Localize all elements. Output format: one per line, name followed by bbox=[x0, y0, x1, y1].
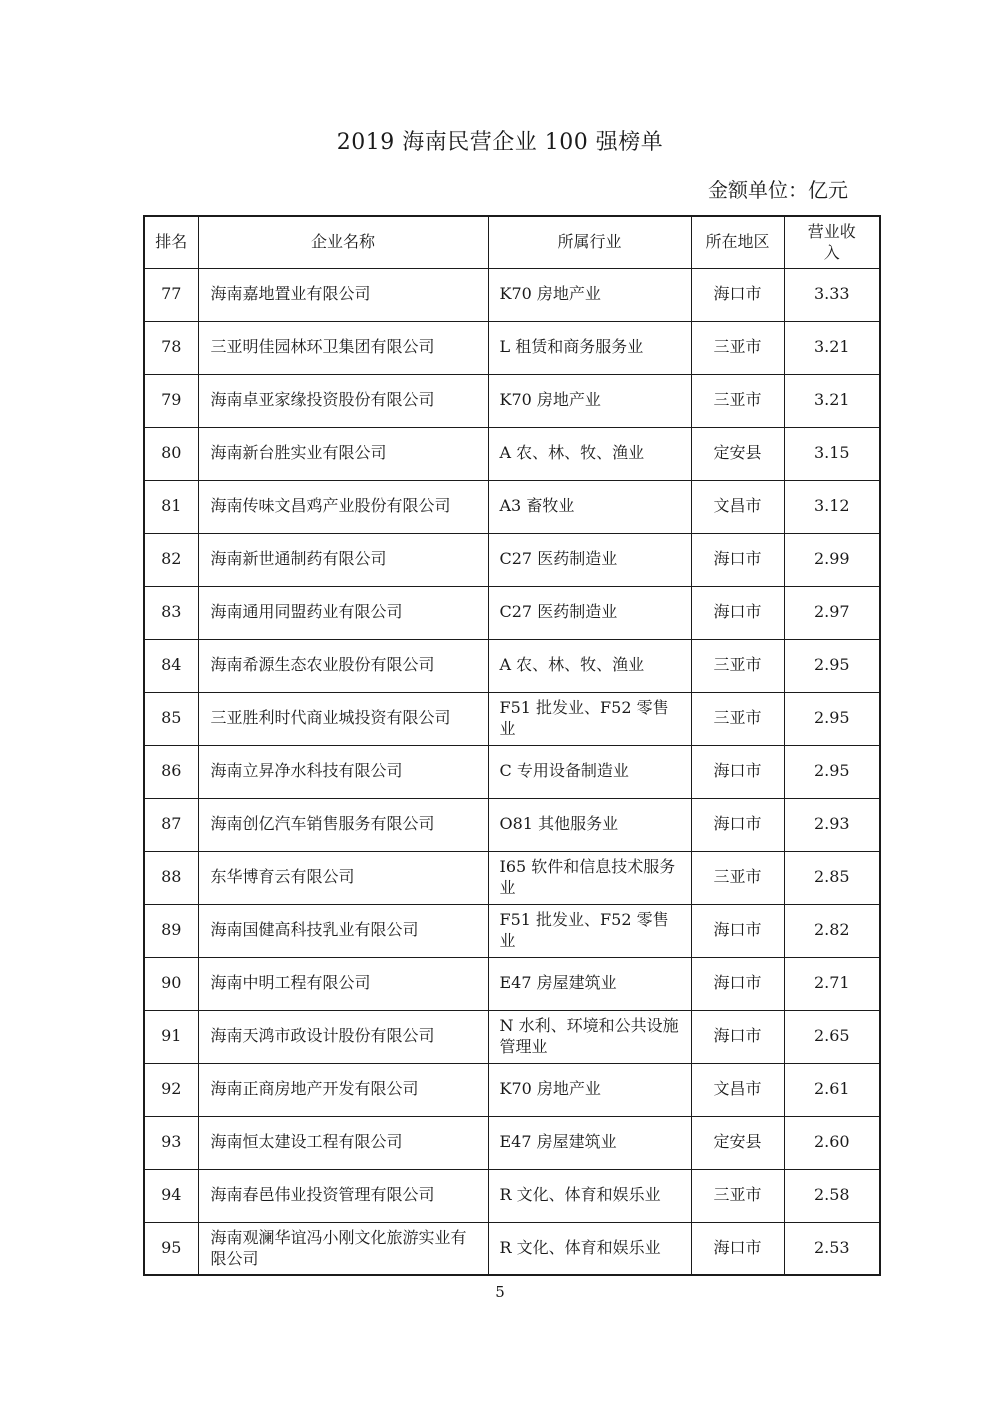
company-cell: 海南通用同盟药业有限公司 bbox=[198, 586, 488, 639]
revenue-cell: 2.99 bbox=[784, 533, 880, 586]
revenue-cell: 2.61 bbox=[784, 1063, 880, 1116]
table-row bbox=[144, 480, 880, 533]
revenue-cell: 2.95 bbox=[784, 639, 880, 692]
company-cell: 东华博育云有限公司 bbox=[198, 851, 488, 904]
page-number: 5 bbox=[495, 1283, 505, 1302]
region-cell: 三亚市 bbox=[691, 321, 784, 374]
region-cell: 文昌市 bbox=[691, 1063, 784, 1116]
rank-cell: 77 bbox=[144, 268, 198, 321]
company-cell: 海南恒太建设工程有限公司 bbox=[198, 1116, 488, 1169]
rank-cell: 79 bbox=[144, 374, 198, 427]
company-cell: 海南创亿汽车销售服务有限公司 bbox=[198, 798, 488, 851]
region-cell: 三亚市 bbox=[691, 639, 784, 692]
region-cell: 三亚市 bbox=[691, 374, 784, 427]
company-cell: 海南希源生态农业股份有限公司 bbox=[198, 639, 488, 692]
industry-cell: E47 房屋建筑业 bbox=[488, 957, 691, 1010]
company-cell: 海南春邑伟业投资管理有限公司 bbox=[198, 1169, 488, 1222]
revenue-cell: 2.95 bbox=[784, 745, 880, 798]
revenue-cell: 2.95 bbox=[784, 692, 880, 745]
rank-cell: 94 bbox=[144, 1169, 198, 1222]
table-row bbox=[144, 1116, 880, 1169]
rank-cell: 80 bbox=[144, 427, 198, 480]
region-cell: 海口市 bbox=[691, 268, 784, 321]
revenue-cell: 3.33 bbox=[784, 268, 880, 321]
company-cell: 三亚胜利时代商业城投资有限公司 bbox=[198, 692, 488, 745]
table-row bbox=[144, 639, 880, 692]
rank-cell: 84 bbox=[144, 639, 198, 692]
table-row bbox=[144, 904, 880, 957]
industry-cell: E47 房屋建筑业 bbox=[488, 1116, 691, 1169]
header-rank: 排名 bbox=[144, 216, 198, 268]
company-cell: 海南新世通制药有限公司 bbox=[198, 533, 488, 586]
company-cell: 海南观澜华谊冯小刚文化旅游实业有限公司 bbox=[198, 1222, 488, 1275]
company-cell: 海南天鸿市政设计股份有限公司 bbox=[198, 1010, 488, 1063]
revenue-cell: 2.82 bbox=[784, 904, 880, 957]
table-row bbox=[144, 1169, 880, 1222]
rank-cell: 85 bbox=[144, 692, 198, 745]
region-cell: 海口市 bbox=[691, 1010, 784, 1063]
header-region: 所在地区 bbox=[691, 216, 784, 268]
rank-cell: 78 bbox=[144, 321, 198, 374]
industry-cell: F51 批发业、F52 零售业 bbox=[488, 692, 691, 745]
table-row bbox=[144, 692, 880, 745]
region-cell: 定安县 bbox=[691, 427, 784, 480]
revenue-cell: 3.15 bbox=[784, 427, 880, 480]
company-cell: 海南正商房地产开发有限公司 bbox=[198, 1063, 488, 1116]
rank-cell: 93 bbox=[144, 1116, 198, 1169]
table-row bbox=[144, 957, 880, 1010]
region-cell: 定安县 bbox=[691, 1116, 784, 1169]
table-header-row bbox=[144, 216, 880, 268]
table-row bbox=[144, 533, 880, 586]
table-row bbox=[144, 798, 880, 851]
industry-cell: K70 房地产业 bbox=[488, 1063, 691, 1116]
revenue-cell: 2.65 bbox=[784, 1010, 880, 1063]
header-company: 企业名称 bbox=[198, 216, 488, 268]
table-body bbox=[144, 268, 880, 1275]
industry-cell: I65 软件和信息技术服务业 bbox=[488, 851, 691, 904]
region-cell: 海口市 bbox=[691, 904, 784, 957]
rank-cell: 82 bbox=[144, 533, 198, 586]
industry-cell: L 租赁和商务服务业 bbox=[488, 321, 691, 374]
industry-cell: F51 批发业、F52 零售业 bbox=[488, 904, 691, 957]
revenue-cell: 3.21 bbox=[784, 374, 880, 427]
rank-cell: 87 bbox=[144, 798, 198, 851]
industry-cell: K70 房地产业 bbox=[488, 374, 691, 427]
table-row bbox=[144, 1010, 880, 1063]
rank-cell: 90 bbox=[144, 957, 198, 1010]
table-row bbox=[144, 268, 880, 321]
header-revenue-label: 营业收入 bbox=[807, 221, 856, 262]
industry-cell: A 农、林、牧、渔业 bbox=[488, 427, 691, 480]
company-cell: 海南立昇净水科技有限公司 bbox=[198, 745, 488, 798]
unit-note: 金额单位：亿元 bbox=[708, 178, 848, 203]
industry-cell: C27 医药制造业 bbox=[488, 586, 691, 639]
table-row bbox=[144, 1063, 880, 1116]
rank-cell: 86 bbox=[144, 745, 198, 798]
industry-cell: R 文化、体育和娱乐业 bbox=[488, 1222, 691, 1275]
company-cell: 海南卓亚家缘投资股份有限公司 bbox=[198, 374, 488, 427]
region-cell: 海口市 bbox=[691, 798, 784, 851]
industry-cell: K70 房地产业 bbox=[488, 268, 691, 321]
company-cell: 海南传味文昌鸡产业股份有限公司 bbox=[198, 480, 488, 533]
region-cell: 海口市 bbox=[691, 745, 784, 798]
revenue-cell: 2.85 bbox=[784, 851, 880, 904]
table-row bbox=[144, 321, 880, 374]
company-cell: 海南中明工程有限公司 bbox=[198, 957, 488, 1010]
region-cell: 海口市 bbox=[691, 957, 784, 1010]
rank-cell: 91 bbox=[144, 1010, 198, 1063]
region-cell: 三亚市 bbox=[691, 851, 784, 904]
industry-cell: N 水利、环境和公共设施管理业 bbox=[488, 1010, 691, 1063]
table-row bbox=[144, 1222, 880, 1275]
region-cell: 三亚市 bbox=[691, 1169, 784, 1222]
revenue-cell: 2.58 bbox=[784, 1169, 880, 1222]
ranking-table bbox=[143, 215, 881, 1276]
region-cell: 海口市 bbox=[691, 1222, 784, 1275]
revenue-cell: 2.53 bbox=[784, 1222, 880, 1275]
region-cell: 海口市 bbox=[691, 586, 784, 639]
rank-cell: 83 bbox=[144, 586, 198, 639]
industry-cell: O81 其他服务业 bbox=[488, 798, 691, 851]
page-title: 2019 海南民营企业 100 强榜单 bbox=[336, 130, 664, 155]
table-row bbox=[144, 427, 880, 480]
rank-cell: 92 bbox=[144, 1063, 198, 1116]
header-industry: 所属行业 bbox=[488, 216, 691, 268]
industry-cell: C 专用设备制造业 bbox=[488, 745, 691, 798]
industry-cell: A 农、林、牧、渔业 bbox=[488, 639, 691, 692]
company-cell: 海南嘉地置业有限公司 bbox=[198, 268, 488, 321]
revenue-cell: 3.12 bbox=[784, 480, 880, 533]
region-cell: 三亚市 bbox=[691, 692, 784, 745]
industry-cell: A3 畜牧业 bbox=[488, 480, 691, 533]
company-cell: 三亚明佳园林环卫集团有限公司 bbox=[198, 321, 488, 374]
revenue-cell: 2.97 bbox=[784, 586, 880, 639]
revenue-cell: 2.71 bbox=[784, 957, 880, 1010]
industry-cell: C27 医药制造业 bbox=[488, 533, 691, 586]
rank-cell: 81 bbox=[144, 480, 198, 533]
region-cell: 文昌市 bbox=[691, 480, 784, 533]
company-cell: 海南国健高科技乳业有限公司 bbox=[198, 904, 488, 957]
table-row bbox=[144, 745, 880, 798]
table-row bbox=[144, 374, 880, 427]
industry-cell: R 文化、体育和娱乐业 bbox=[488, 1169, 691, 1222]
region-cell: 海口市 bbox=[691, 533, 784, 586]
table-row bbox=[144, 586, 880, 639]
revenue-cell: 2.93 bbox=[784, 798, 880, 851]
table-row bbox=[144, 851, 880, 904]
company-cell: 海南新台胜实业有限公司 bbox=[198, 427, 488, 480]
revenue-cell: 3.21 bbox=[784, 321, 880, 374]
header-revenue bbox=[784, 216, 880, 268]
revenue-cell: 2.60 bbox=[784, 1116, 880, 1169]
rank-cell: 88 bbox=[144, 851, 198, 904]
rank-cell: 95 bbox=[144, 1222, 198, 1275]
rank-cell: 89 bbox=[144, 904, 198, 957]
